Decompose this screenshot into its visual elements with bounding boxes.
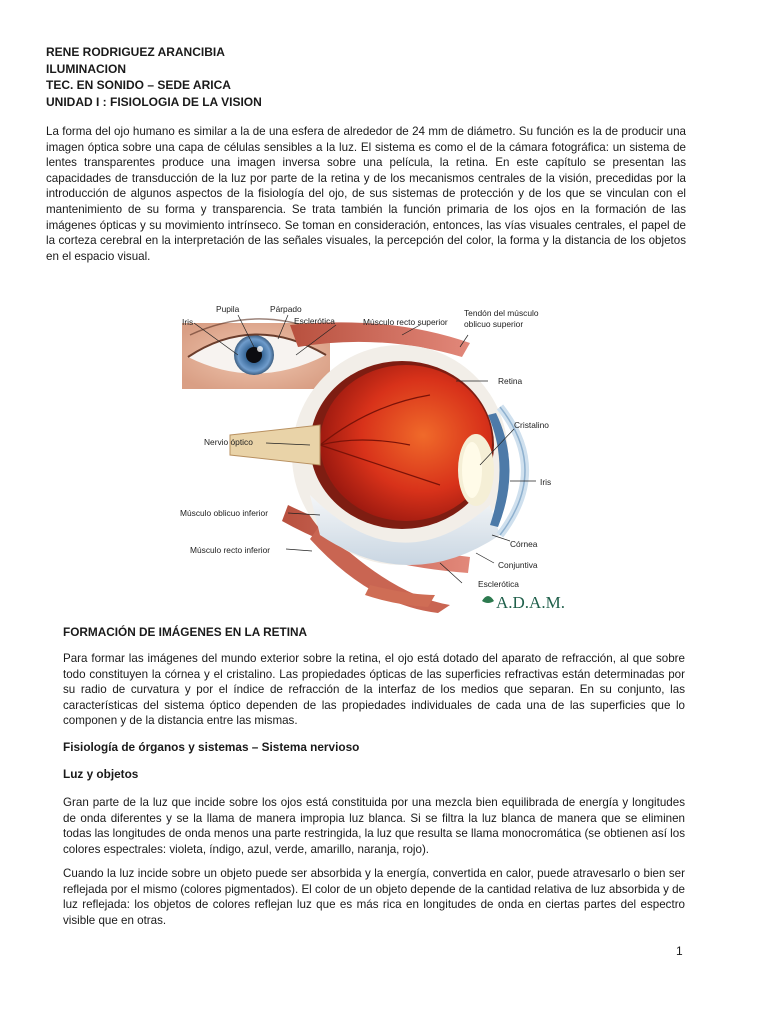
label-retina: Retina [498, 376, 523, 386]
adam-logo [482, 593, 565, 612]
page-number: 1 [676, 944, 683, 958]
author-name: RENE RODRIGUEZ ARANCIBIA [46, 45, 225, 59]
section-body-formacion: Para formar las imágenes del mundo exterior sobre la retina, el ojo está dotado del aparato de refracción, al que sobre todo constituyen la córnea y el cristalino. Las propiedades ópticas de las superficies refractivas están determinadas por su radio de curvatura y por el índice de refracción de la interfaz de los medios que separan. En su conjunto, las características del sistema óptico dependen de las propiedades individuales de cada una de las superficies que lo componen y de la distancia entre las mismas. [63, 652, 685, 728]
document-header [46, 44, 262, 110]
course-name: ILUMINACION [46, 61, 126, 76]
label-cristalino: Cristalino [514, 420, 549, 430]
label-nervio-optico: Nervio óptico [204, 437, 253, 447]
label-musculo-recto-superior: Músculo recto superior [363, 317, 448, 327]
label-esclerotica-bottom: Esclerótica [478, 579, 519, 589]
label-cornea: Córnea [510, 539, 538, 549]
eye-anatomy-illustration [170, 295, 570, 615]
paragraph-luz-2: Cuando la luz incide sobre un objeto puede ser absorbida y la energía, convertida en calor, puede atravesarlo o bien ser reflejada por el mismo (colores pigmentados). El color de un objeto depende de la cantidad relativa de luz absorbida y de luz reflejada: los objetos de colores reflejan luz que es más rica en longitudes de onda en ciertas partes del espectro visible que en otras. [63, 867, 685, 927]
subtitle-fisiologia: Fisiología de órganos y sistemas – Sistema nervioso [63, 740, 360, 754]
label-tendon-line1: Tendón del músculo [464, 308, 539, 318]
section-title-formacion: FORMACIÓN DE IMÁGENES EN LA RETINA [63, 625, 308, 639]
label-pupila: Pupila [216, 304, 240, 314]
label-iris-right: Iris [540, 477, 552, 487]
label-parpado: Párpado [270, 304, 302, 314]
intro-paragraph: La forma del ojo humano es similar a la de una esfera de alrededor de 24 mm de diámetro. Su función es la de producir una imagen óptica sobre una capa de células sensibles a la luz. El sistema es como el de la cámara fotográfica: un sistema de lentes transparentes produce una imagen inversa sobre una película, la retina. En este capítulo se presentan las capacidades de transducción de la luz por parte de la retina y de los mecanismos centrales de la visión, precedidas por la introducción de algunos aspectos de la fisiología del ojo, de sus sistemas de protección y de los que se vinculan con el mantenimiento de su forma y transparencia. Se trata también la función primaria de los ojos en la formación de las imágenes ópticas y su movimiento intrínseco. Se toman en consideración, entonces, las vías visuales centrales, el papel de la corteza cerebral en la interpretación de las señales visuales, la percepción del color, la forma y la distancia de los objetos en el espacio visual. [46, 125, 686, 263]
label-tendon-line2: oblicuo superior [464, 319, 524, 329]
unit-title: UNIDAD I : FISIOLOGIA DE LA VISION [46, 94, 262, 109]
eye-anatomy-figure [170, 295, 570, 615]
label-iris-top: Iris [182, 317, 194, 327]
paragraph-luz-1: Gran parte de la luz que incide sobre los ojos está constituida por una mezcla bien equilibrada de energía y longitudes de onda diferentes y se la llama de manera impropia luz blanca. Si se filtra la luz blanca de manera que se eliminen todas las longitudes de onda menos una parte restringida, la luz que resulta se llama monocromática (se obtienen así los colores espectrales: violeta, índigo, azul, verde, amarillo, naranja, rojo). [63, 796, 685, 856]
adam-brand-text: A.D.A.M. [496, 593, 565, 612]
program-name: TEC. EN SONIDO – SEDE ARICA [46, 78, 231, 92]
label-musculo-oblicuo-inferior: Músculo oblicuo inferior [180, 508, 268, 518]
label-esclerotica-top: Esclerótica [294, 316, 335, 326]
label-conjuntiva: Conjuntiva [498, 560, 538, 570]
label-musculo-recto-inferior: Músculo recto inferior [190, 545, 271, 555]
section-title-luz: Luz y objetos [63, 767, 139, 781]
